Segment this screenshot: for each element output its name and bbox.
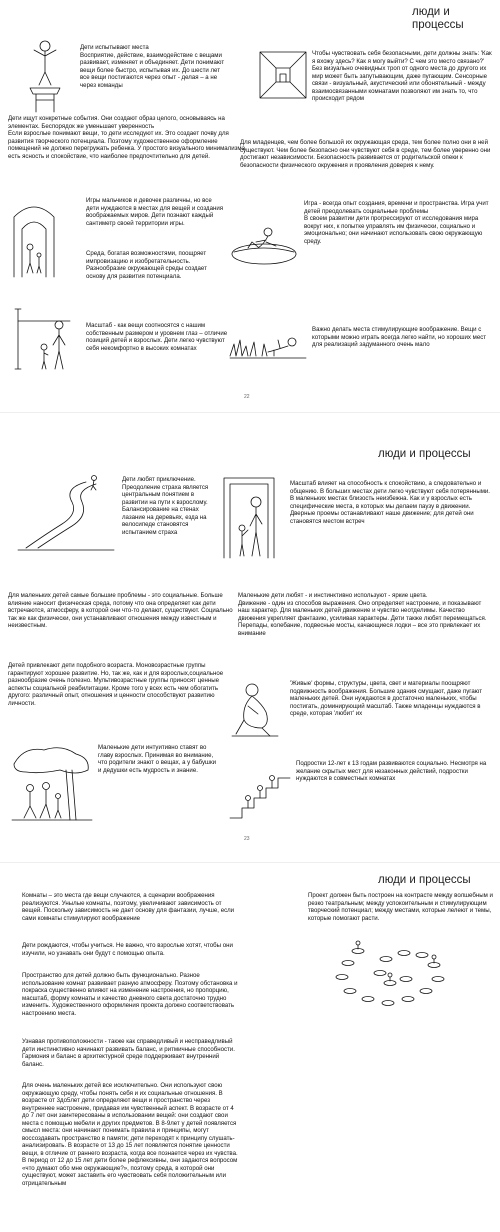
text-block: Игра - всегда опыт создания, времени и пространства. Игра учит детей преодолевать социальные проблемы В своем развитии дети прогрессируют от исследования мира вокруг них, к попытке управлять им физически, социально и эмоционально; они начинают использовать свою окружающую среду.: [304, 200, 489, 245]
child-in-sandbox-illustration: [228, 220, 300, 270]
text-block: Игры мальчиков и девочек различны, но все дети нуждаются в местах для вещей и создания воображаемых миров. Дети познают каждый сантиметр своей территории игры.: [86, 197, 224, 227]
winding-slope-illustration: [16, 474, 116, 552]
text-block: Для маленьких детей самые большие проблемы - это социальные. Больше влияние наносит физическая среда, потому что она определяет как дети встречаются, атмосферу, в которой они что-то делают, существуют. Социально так же как физически, они устанавливают отношения между известным и неизвестным.: [8, 592, 233, 629]
text-block: Маленькие дети любят - и инстинктивно используют - яркие цвета. Движение - один из способов выражения. Оно определяет настроение, и показывают наш характер. Для маленьких детей движение и чувство неотделимы. Качество движения укрепляет фантазию, усиливая характеры. Дети также любят перемещаться. Перепады, колебание, подвесные мосты, качающиеся лодки – все это привлекает их внимание: [238, 592, 487, 637]
text-block: Пространство для детей должно быть функционально. Разное использование комнат развивает разную атмосферу. Поэтому обстановка и покраска существенно влияют на изменение настроения, но пропорцию, масштаб, форму комнаты и качество дневного света достаточно трудно изменить. Художественного оформления проекта должно соответствовать настроению места.: [22, 972, 238, 1017]
adult-child-scale-illustration: [14, 303, 74, 371]
child-on-pedestal-illustration: [20, 38, 70, 113]
staircase-illustration: [228, 754, 292, 820]
family-under-tree-illustration: [10, 744, 94, 822]
text-block: Проект должен быть построен на контрасте между волшебным и резко театральным; между успокоительным и стимулирующим творческий потенциал; между местами, которые лелеют и темы, которые помогают расти.: [308, 892, 493, 922]
text-block: Дети ищут конкретные события. Они создают образ целого, основываясь на элементах. Беспорядок же уменьшает уверенность Если взрослые понимают вещи, то дети исследуют их. Это создает почву для развития творческого потенциала. Поэтому художественное оформление помещений не должно перегружать ребенка. У простого визуального минимализма есть ясность и спокойствие, что наиболее предпочтительно для детей.: [8, 115, 246, 160]
page-number: 22: [244, 394, 250, 400]
page-header: люди и процессы: [378, 874, 471, 886]
text-block: Масштаб - как вещи соотносятся с нашим собственным размером и уровнем глаз – отличие позиций детей и взрослых. Дети легко чувствуют себя некомфортно в высоких комнатах: [86, 322, 228, 352]
corridor-perspective-illustration: [258, 50, 308, 100]
text-block: Комнаты – это места где вещи случаются, а сценарии воображения реализуются. Унылые комнаты, поэтому, увеличивают зависимость от вещей. Поскольку зависимость не дает основу для фантазии, лучше, если сами комнаты стимулируют воображение: [22, 892, 235, 922]
text-block: Узнавая противоположности - также как справедливый и несправедливый дети инстинктивно начинают развивать баланс, и ритмичные способности. Гармония и баланс в архитектурной среде поддерживает внутренний баланс.: [22, 1038, 235, 1068]
house-doorway-illustration: [8, 195, 60, 277]
page-header: люди и процессы: [412, 6, 464, 31]
text-block: Подростки 12-лет к 13 годам развиваются социально. Несмотря на желание скрытых мест для незаконных действий, подростки нуждаются в совместных комнатах: [296, 760, 487, 782]
text-block: 'Живые' формы, структуры, цвета, свет и материалы поощряют подвижность воображения. Большие здания смущают, даже пугают маленьких детей. Они нуждаются в достаточно маленьких, чтобы постигать, доминирующий масштаб. Также младенцы нуждаются в среде, которая 'любит' их: [290, 680, 482, 717]
text-block: Маленькие дети интуитивно ставят во главу взрослых. Принимая во внимание, что родители знают о вещах, а у бабушки и дедушки есть мудрость и знание.: [98, 744, 217, 774]
text-block: Детей привлекают дети подобного возраста. Моновозрастные группы гарантируют хорошее развитие. Но, так же, как и для взрослых,социальное разнообразие очень полезно. Мультивозрастные группы приносят ценные аспекты социальной реабилитации. Кроме того у всех есть чем обогатить другого: различный опыт, отношения и ценности способствуют развитию личности.: [8, 662, 224, 707]
text-block: Чтобы чувствовать себя безопасными, дети должны знать: 'Как я вхожу здесь? Как я могу выйти? С чем это место связано?' Без визуально очевидных троп от одного места до другого их мир может быть запутывающим, даже пугающим. Сенсорные связи - визуальный, акустический или обонятельный - между взаимосвязанными комнатами позволяют им знать то, что происходит рядом: [312, 50, 492, 102]
sitting-child-illustration: [228, 680, 282, 738]
text-block: Дети рождаются, чтобы учиться. Не важно, что взрослые хотят, чтобы они изучили, но узнавать они будут с помощью опыта.: [22, 942, 233, 957]
text-block: Среда, богатая возможностями, поощряет импровизацию и изобретательность. Разнообразие окружающей среды создает основу для развития потенциала.: [86, 250, 207, 280]
stepping-stones-illustration: [328, 935, 468, 1015]
child-lying-in-grass-illustration: [228, 320, 308, 362]
text-block: Масштаб влияет на способность к спокойствию, а следовательно и общению. В больших местах дети легко чувствуют себя потерянными. В маленьких местах близость неизбежна. Как и у взрослых есть специфические места, в которых мы делаем паузу в движении. Дверные проемы останавливают наше движение; для детей они становятся местом встреч: [290, 480, 490, 525]
text-block: Для младенцев, чем более большой их окружающая среда, тем более полно они в ней существуют. Чем более безопасно они чувствуют себя в среде, тем более уверенно они достигают независимости. Безопасность развивается от родительской опеки к безопасности физического окружения и проявления доверия к нему.: [240, 139, 491, 169]
text-block: Важно делать места стимулирующие воображение. Вещи с которыми можно играть всегда легко найти, но хороших мест для реализаций задуманного очень мало: [312, 326, 487, 348]
text-block: Дети любят приключение. Преодоление страха является центральным понятием в развитии на пути к взрослому. Балансирование на стенах лазание на деревьях, езда на велосипеде становятся испытанием страха: [122, 476, 209, 536]
text-block: Для очень маленьких детей все исключительно. Они используют свою окружающую среду, чтобы понять себя и их социальные отношения. В возрасте от 3до5лет дети определяют вещи и пространство через внутреннее настроение, придавая им чувственный аспект. В возрасте от 4 до 7 лет они заинтересованы в использовании вещей: они создают свои места с помощью мебели и других предметов. В 8-9лет у детей появляется смысл места: они начинают понимать правила и принципы, могут воссоздавать пространство в памяти; дети переходят к принципу слушать-анализировать. В возрасте от 13 до 15 лет появляется понятие ценности вещи, в отличие от раннего возраста, когда все познается через их чувства. В период от 12 до 15 лет дети более рефлексивны, они задаются вопросом «что думают обо мне окружающие?», поэтому среда, в которой они существуют, может заставить его чувствовать себя положительным или отрицательным: [22, 1082, 238, 1187]
text-block: Дети испытывают места Восприятие, действие, взаимодействие с вещами развивает, изменяет и объединяет. Дети понимают вещи более быстро, испытывая их. До шести лет все вещи постигаются через опыт - делая – а не через команды: [80, 44, 225, 89]
doorway-adult-child-illustration: [220, 474, 278, 560]
page-number: 23: [244, 836, 250, 842]
page-header: люди и процессы: [378, 448, 471, 460]
